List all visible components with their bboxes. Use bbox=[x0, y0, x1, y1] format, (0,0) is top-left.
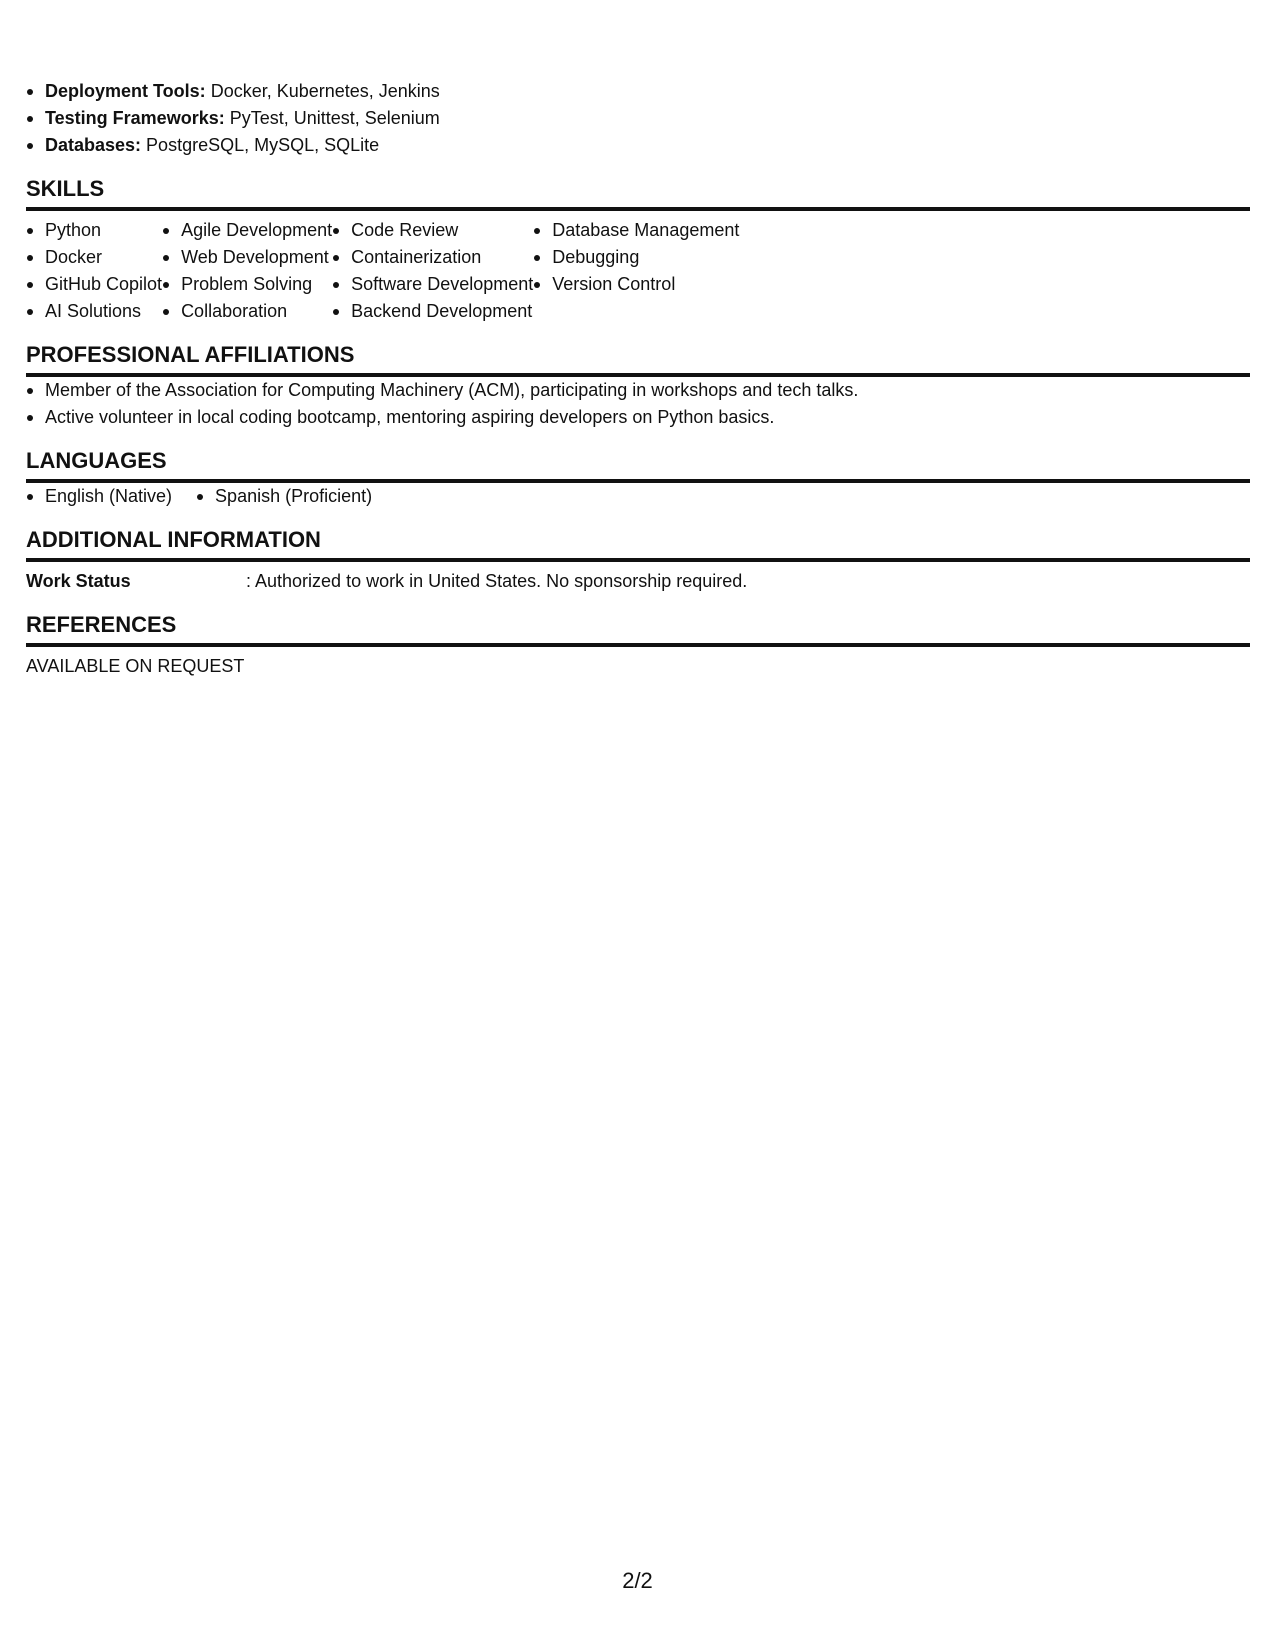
tool-category-value: PyTest, Unittest, Selenium bbox=[224, 108, 440, 128]
section-heading: SKILLS bbox=[26, 175, 1250, 211]
skill-item: Version Control bbox=[533, 271, 739, 298]
skills-column bbox=[332, 217, 533, 325]
skill-item: Python bbox=[26, 217, 162, 244]
resume-page bbox=[26, 78, 1250, 679]
affiliation-item: Active volunteer in local coding bootcamp, mentoring aspiring developers on Python basics. bbox=[26, 404, 1250, 431]
skill-item: Debugging bbox=[533, 244, 739, 271]
work-status-row bbox=[26, 568, 1250, 595]
references-section bbox=[26, 611, 1250, 679]
skill-item: Database Management bbox=[533, 217, 739, 244]
additional-info-section bbox=[26, 526, 1250, 595]
language-item: Spanish (Proficient) bbox=[196, 483, 372, 510]
tool-category-label: Testing Frameworks: bbox=[45, 108, 225, 128]
skill-item: AI Solutions bbox=[26, 298, 162, 325]
affiliation-item: Member of the Association for Computing Machinery (ACM), participating in workshops and tech talks. bbox=[26, 377, 1250, 404]
skills-column bbox=[162, 217, 332, 325]
languages-section bbox=[26, 447, 1250, 510]
section-heading: LANGUAGES bbox=[26, 447, 1250, 483]
section-heading: PROFESSIONAL AFFILIATIONS bbox=[26, 341, 1250, 377]
section-heading: ADDITIONAL INFORMATION bbox=[26, 526, 1250, 562]
references-text: AVAILABLE ON REQUEST bbox=[26, 656, 245, 676]
work-status-value: : Authorized to work in United States. No sponsorship required. bbox=[246, 571, 748, 591]
affiliations-section bbox=[26, 341, 1250, 431]
tool-category-label: Deployment Tools: bbox=[45, 81, 206, 101]
skill-item: Problem Solving bbox=[162, 271, 332, 298]
work-status-label: Work Status bbox=[26, 571, 131, 591]
skill-item: Software Development bbox=[332, 271, 533, 298]
affiliations-list bbox=[26, 377, 1250, 431]
tool-category-value: Docker, Kubernetes, Jenkins bbox=[205, 81, 440, 101]
skill-item: Docker bbox=[26, 244, 162, 271]
languages-list bbox=[26, 483, 1250, 510]
page-number: 2/2 bbox=[622, 1568, 653, 1593]
section-heading: REFERENCES bbox=[26, 611, 1250, 647]
skill-item: Code Review bbox=[332, 217, 533, 244]
skill-item: Web Development bbox=[162, 244, 332, 271]
list-item bbox=[26, 132, 1250, 159]
tool-category-value: PostgreSQL, MySQL, SQLite bbox=[141, 135, 380, 155]
skill-item: Backend Development bbox=[332, 298, 533, 325]
language-item: English (Native) bbox=[26, 483, 172, 510]
skill-item: Collaboration bbox=[162, 298, 332, 325]
skills-section bbox=[26, 175, 1250, 325]
skill-item: Containerization bbox=[332, 244, 533, 271]
technical-tools-list bbox=[26, 78, 1250, 159]
skill-item: Agile Development bbox=[162, 217, 332, 244]
skills-column bbox=[533, 217, 739, 325]
tool-category-label: Databases: bbox=[45, 135, 142, 155]
skill-item: GitHub Copilot bbox=[26, 271, 162, 298]
skills-column bbox=[26, 217, 162, 325]
list-item bbox=[26, 78, 1250, 105]
list-item bbox=[26, 105, 1250, 132]
skills-grid bbox=[26, 217, 1250, 325]
